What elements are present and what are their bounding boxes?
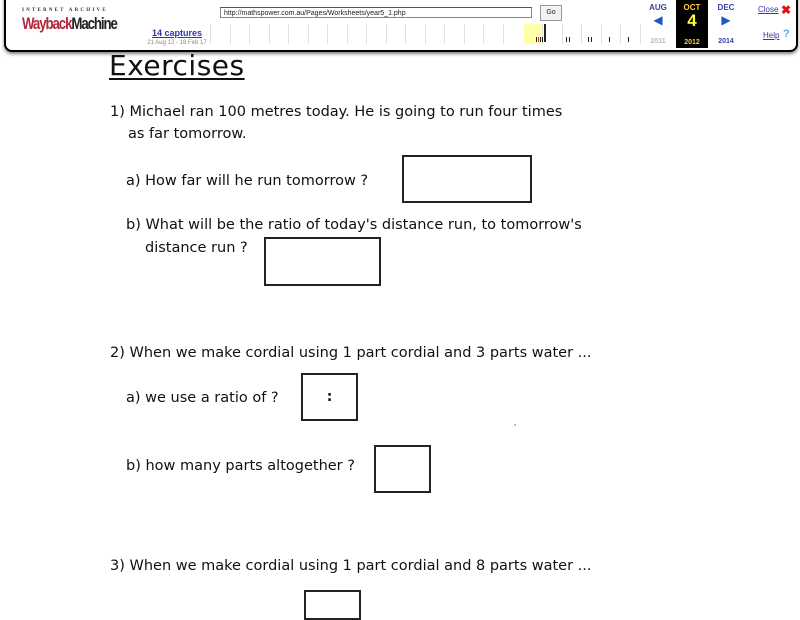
scan-speck bbox=[514, 424, 516, 426]
prev-month-label: AUG bbox=[649, 3, 667, 12]
url-input[interactable]: http://mathspower.com.au/Pages/Worksheets/year5_1.php bbox=[220, 7, 532, 18]
current-year-label: 2012 bbox=[684, 39, 700, 46]
q3-text: 3) When we make cordial using 1 part cordial and 8 parts water ... bbox=[110, 558, 592, 574]
captures-link[interactable]: 14 captures bbox=[151, 28, 203, 38]
q1a-answer-box[interactable] bbox=[402, 155, 532, 203]
current-day-label: 4 bbox=[687, 11, 697, 30]
captures-date-range: 21 Aug 12 - 18 Feb 17 bbox=[147, 40, 207, 46]
q2b-text: b) how many parts altogether ? bbox=[126, 458, 355, 474]
page-title: Exercises bbox=[109, 49, 245, 82]
ratio-colon: : bbox=[326, 389, 333, 405]
q3-answer-box[interactable] bbox=[304, 590, 361, 620]
go-button[interactable]: Go bbox=[540, 5, 562, 21]
q2-text: 2) When we make cordial using 1 part cordial and 3 parts water ... bbox=[110, 345, 592, 361]
next-arrow-icon[interactable]: ▶ bbox=[721, 13, 731, 27]
q1-text-line1: 1) Michael ran 100 metres today. He is going to run four times bbox=[110, 104, 563, 120]
q1-text-line2: as far tomorrow. bbox=[128, 126, 247, 142]
q1a-text: a) How far will he run tomorrow ? bbox=[126, 173, 369, 189]
q1b-text-line2: distance run ? bbox=[145, 240, 248, 256]
prev-year-label[interactable]: 2011 bbox=[650, 38, 666, 45]
q2b-answer-box[interactable] bbox=[374, 445, 431, 493]
logo-internet-archive-text: INTERNET ARCHIVE bbox=[22, 8, 108, 13]
q2a-answer-box[interactable] bbox=[301, 373, 358, 421]
q2a-text: a) we use a ratio of ? bbox=[126, 390, 279, 406]
prev-arrow-icon[interactable]: ◀ bbox=[653, 13, 663, 27]
logo-machine-word: Machine bbox=[71, 14, 117, 33]
next-month-label[interactable]: DEC bbox=[717, 3, 735, 12]
help-link[interactable]: Help bbox=[763, 31, 780, 40]
q1b-answer-box[interactable] bbox=[264, 237, 381, 286]
current-month-label: OCT bbox=[683, 3, 701, 12]
close-link[interactable]: Close bbox=[758, 5, 779, 14]
close-icon[interactable]: ✖ bbox=[781, 3, 792, 17]
next-year-label[interactable]: 2014 bbox=[718, 38, 734, 45]
logo-wayback-word: Wayback bbox=[22, 14, 72, 33]
q1b-text-line1: b) What will be the ratio of today's distance run, to tomorrow's bbox=[126, 217, 582, 233]
help-icon[interactable]: ? bbox=[783, 28, 790, 40]
